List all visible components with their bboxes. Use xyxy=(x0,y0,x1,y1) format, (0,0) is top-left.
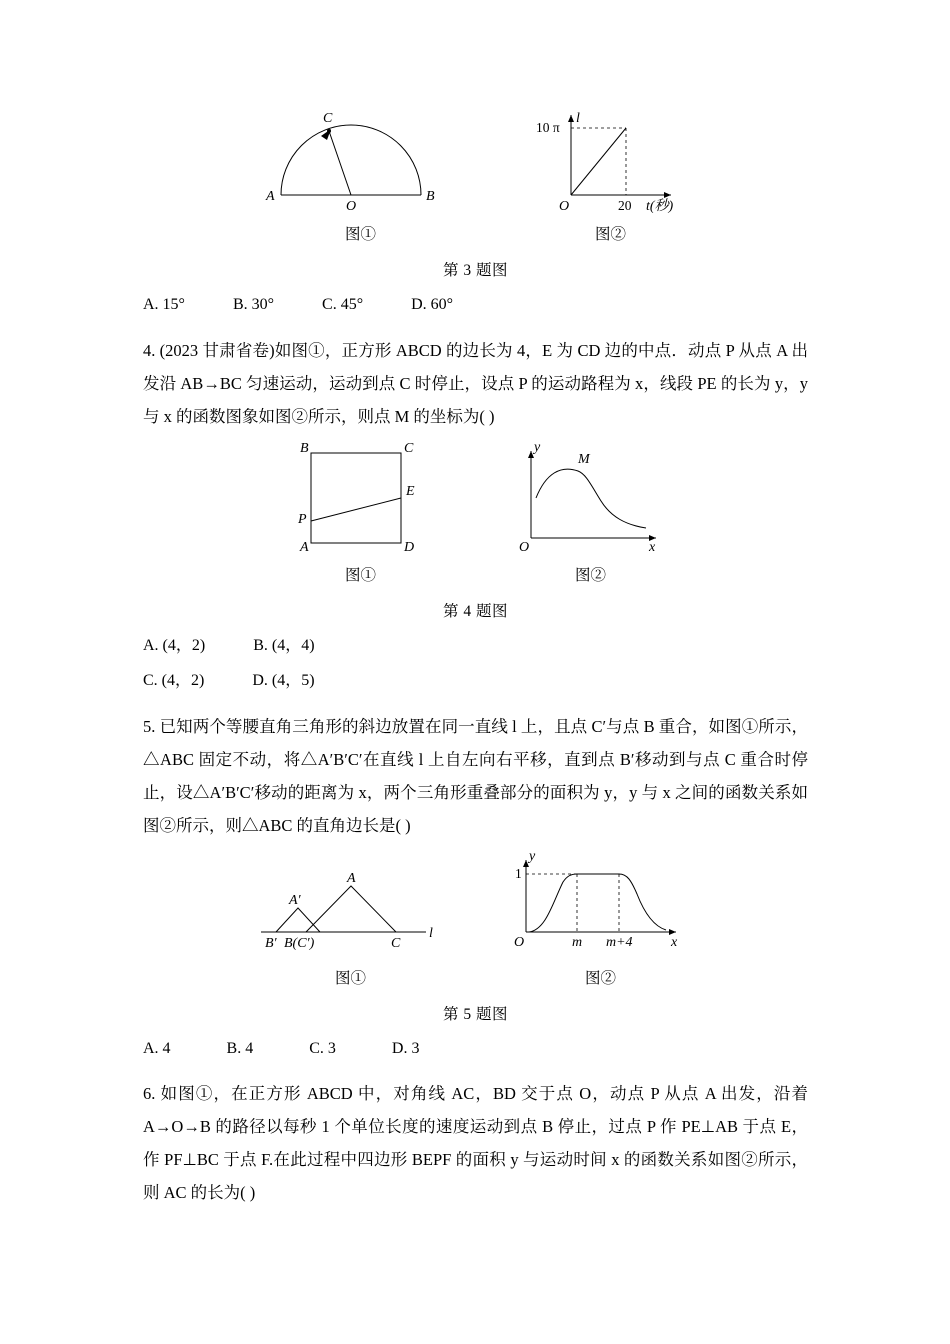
problem4-choices-line1: A. (4，2) B. (4，4) xyxy=(143,636,315,654)
label-origin-O: O xyxy=(558,199,569,214)
label-origin-O: O xyxy=(518,539,529,555)
label-ytick-10pi: 10 π xyxy=(535,120,560,135)
label-line-l: l xyxy=(428,925,433,941)
problem5-figures xyxy=(143,848,808,952)
problem3-fig2-caption: 图② xyxy=(594,226,626,243)
label-A: A xyxy=(346,870,356,886)
label-x-axis: x xyxy=(648,539,655,555)
label-M: M xyxy=(577,451,590,467)
label-B-prime: B′ xyxy=(264,935,277,951)
problem6-text: 6. 如图①，在正方形 ABCD 中，对角线 AC，BD 交于点 O，动点 P 从点 A 出发，沿着 A→O→B 的路径以每秒 1 个单位长度的速度运动到点 B 停止，过点 P 作 PE⊥AB 于点 E，作 PF⊥BC 于点 F.在此过程中四边形 BEPF 的面积 y 与运动时间 x 的函数关系如图②所示，则 AC 的长为( ) xyxy=(143,1084,808,1203)
label-A: A xyxy=(299,539,309,555)
problem5-figure-captions xyxy=(143,966,808,988)
label-y-axis: y xyxy=(528,848,535,864)
label-B-C-prime: B(C′) xyxy=(283,935,314,951)
label-E: E xyxy=(405,483,415,499)
problem4-figure2 xyxy=(506,439,676,585)
problem4-figures xyxy=(143,439,808,585)
problem3-figure1 xyxy=(261,100,461,244)
problem5-choices: A. 4 B. 4 C. 3 D. 3 xyxy=(143,1039,420,1057)
label-xtick-m: m xyxy=(571,934,582,950)
label-y-axis: y xyxy=(533,439,540,455)
label-l-axis: l xyxy=(575,111,580,126)
problem5-text: 5. 已知两个等腰直角三角形的斜边放置在同一直线 l 上，且点 C′与点 B 重合，如图①所示，△ABC 固定不动，将△A′B′C′在直线 l 上自左向右平移，直到点 B′移动到与点 C 重合时停止，设△A′B′C′移动的距离为 x，两个三角形重叠部分的面积为 y，y 与 x 之间的函数关系如图②所示，则△ABC 的直角边长是( ) xyxy=(143,716,808,835)
problem5-figure1 xyxy=(251,852,451,952)
label-O: O xyxy=(345,199,356,214)
label-xtick-m-plus-4: m+4 xyxy=(605,934,633,950)
label-B: B xyxy=(299,440,309,456)
label-C: C xyxy=(403,440,413,456)
problem4-fig1-caption: 图① xyxy=(344,566,376,584)
problem5-fig2-caption: 图② xyxy=(584,969,616,987)
label-xtick-20: 20 xyxy=(617,198,631,213)
problem4-text: 4. (2023 甘肃省卷)如图①，正方形 ABCD 的边长为 4，E 为 CD 边的中点．动点 P 从点 A 出发沿 AB→BC 匀速运动，运动到点 C 时停止，设点 P 的运动路程为 x，线段 PE 的长为 y，y 与 x 的函数图象如图②所示，则点 M 的坐标为( ) xyxy=(143,340,808,426)
label-A-prime: A′ xyxy=(288,892,301,908)
problem3-figure2 xyxy=(531,100,691,244)
label-ytick-1: 1 xyxy=(514,865,522,881)
problem4-fig2-caption: 图② xyxy=(574,566,606,584)
problem5-caption: 第 5 题图 xyxy=(442,1005,508,1023)
label-xaxis-t: t(秒) xyxy=(645,199,673,214)
problem4-choices-line2: C. (4，2) D. (4，5) xyxy=(143,672,315,690)
problem5-fig1-caption: 图① xyxy=(334,969,366,987)
problem3-figures xyxy=(143,100,808,244)
label-B: B xyxy=(425,189,435,204)
label-C: C xyxy=(390,935,400,951)
label-D: D xyxy=(403,539,414,555)
label-P: P xyxy=(297,511,307,527)
label-x-axis: x xyxy=(670,934,677,950)
label-A: A xyxy=(265,189,275,204)
page-content xyxy=(143,100,808,1211)
problem5-figure2 xyxy=(501,848,701,952)
label-origin-O: O xyxy=(513,934,524,950)
problem3-choices: A. 15° B. 30° C. 45° D. 60° xyxy=(143,296,454,313)
problem4-caption: 第 4 题图 xyxy=(442,602,508,620)
problem3-caption: 第 3 题图 xyxy=(442,262,508,279)
problem3-fig1-caption: 图① xyxy=(344,226,376,243)
label-C: C xyxy=(322,111,332,126)
problem4-figure1 xyxy=(276,440,446,585)
